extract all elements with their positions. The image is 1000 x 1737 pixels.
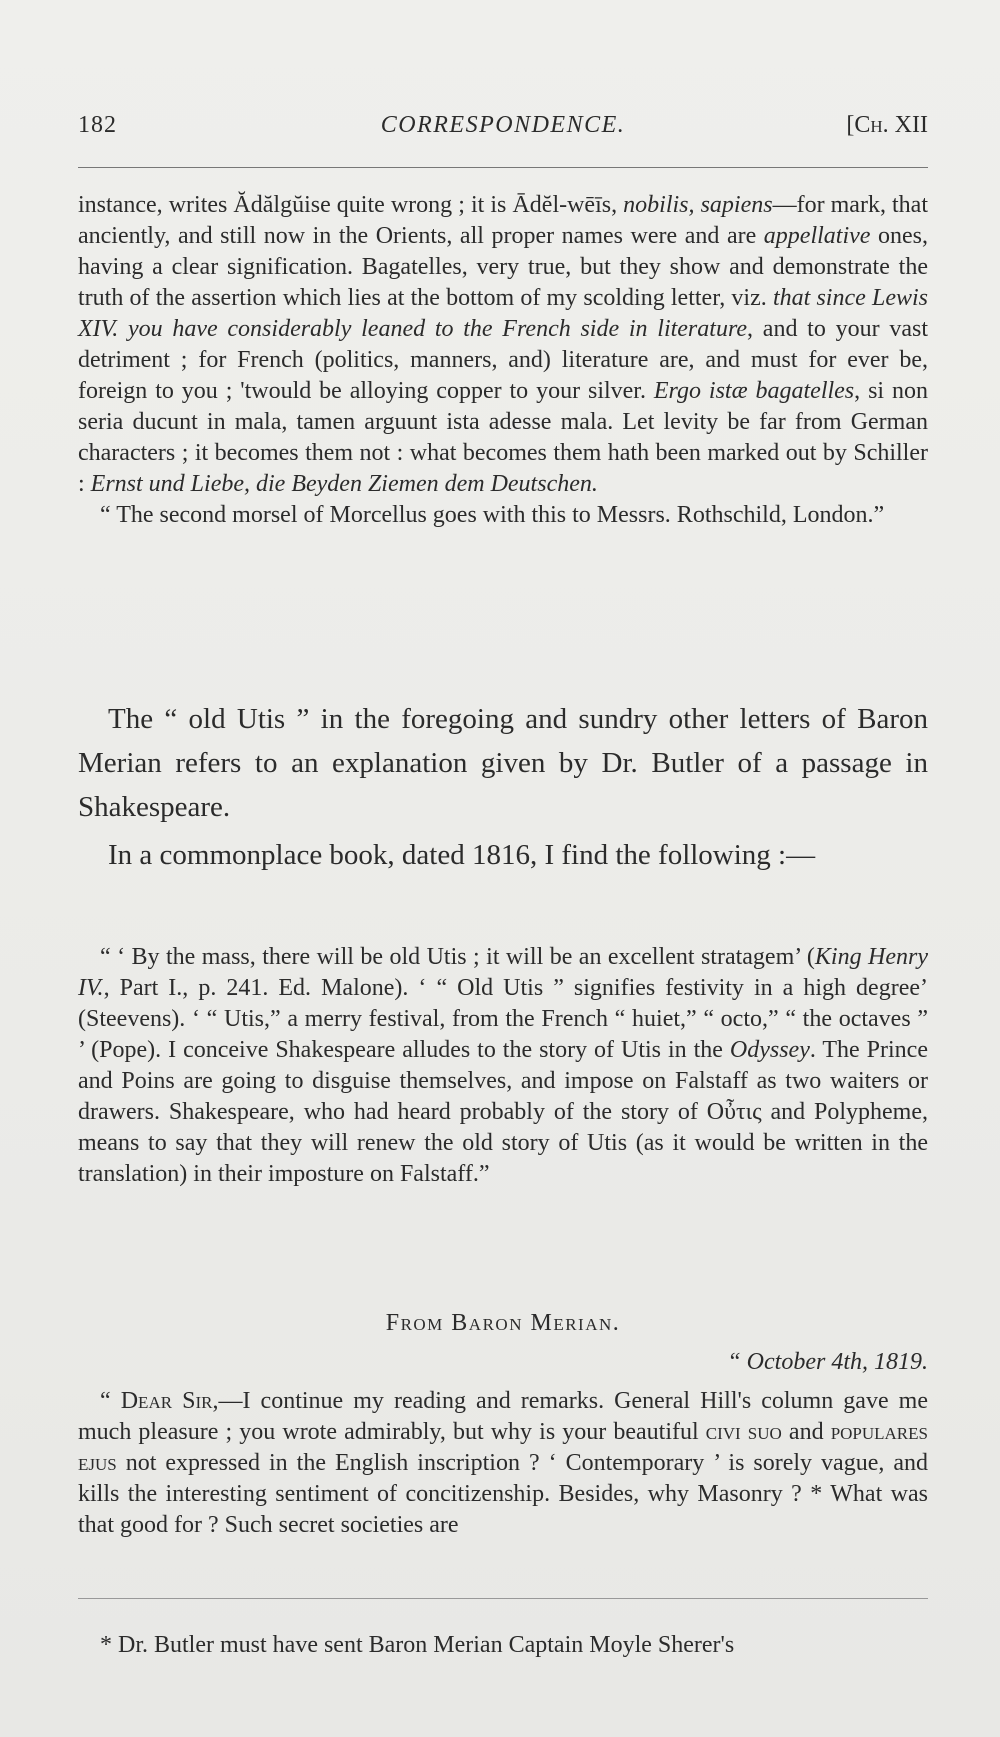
text-run: , and to your vast detriment ; for French (politics, manners, and) literature are, and must for ever be, foreign to you ; 'twould be alloying copper to your silver. [78, 316, 928, 404]
letter-from-merian [78, 1308, 928, 1541]
text-run: , si non seria ducunt in mala, tamen arguunt ista adesse mala. Let levity be far from German characters ; it becomes them not : what becomes them hath been marked out by Schiller : [78, 378, 928, 497]
chapter-label: [Ch. XII [846, 112, 928, 138]
commonplace-quote [78, 942, 928, 1190]
text-run: not expressed in the English inscription ? ‘ Contemporary ’ is sorely vague, and kills the interesting sentiment of concitizenship. Besides, why Masonry ? * What was that good for ? Such secret societies are [78, 1450, 928, 1538]
running-title: CORRESPONDENCE. [380, 112, 626, 138]
running-header [78, 112, 928, 152]
narrative [78, 697, 928, 877]
text-run: “ ‘ By the mass, there will be old Utis ; it will be an excellent stratagem’ ( [100, 944, 815, 970]
page-number: 182 [78, 112, 117, 138]
letter-paragraph [78, 190, 928, 500]
footnote-text: * Dr. Butler must have sent Baron Merian Captain Moyle Sherer's [100, 1632, 735, 1658]
italic-run: King Henry IV. [78, 944, 929, 1001]
text-run: instance, writes Ădălgŭise quite wrong ; it is Ādĕl-wēīs, [78, 192, 624, 218]
italic-run: that since Lewis XIV. you have considerably leaned to the French side in literature [78, 285, 928, 342]
italic-run: nobilis, sapiens [623, 192, 773, 218]
small-caps-run: populares ejus [78, 1419, 928, 1476]
quote-paragraph [78, 942, 928, 1190]
small-caps-run: civi suo [705, 1419, 782, 1445]
text-run: and [781, 1419, 831, 1445]
text-run: —I continue my reading and remarks. General Hill's column gave me much pleasure ; you wrote admirably, but why is your beautiful [78, 1388, 928, 1445]
italic-run: Ernst und Liebe, die Beyden Ziemen dem Deutschen. [90, 471, 598, 497]
letter-body [78, 1386, 928, 1541]
text-run: . The Prince and Poins are going to disguise themselves, and impose on Falstaff as two waiters or drawers. Shakespeare, who had heard probably of the story of Οὖτις and Polypheme, means to say that they will renew the old story of Utis (as it would be written in the translation) in their imposture on Falstaff.” [78, 1037, 928, 1187]
italic-run: Odyssey [729, 1037, 810, 1063]
footnote-rule [78, 1598, 928, 1599]
text-run: —for mark, that anciently, and still now in the Orients, all proper names were and are [78, 192, 928, 249]
narrative-paragraph: The “ old Utis ” in the foregoing and sundry other letters of Baron Merian refers to an explanation given by Dr. Butler of a passage in Shakespeare. [78, 703, 928, 823]
letter-heading: From Baron Merian. [385, 1310, 621, 1336]
italic-run: appellative [763, 223, 871, 249]
italic-run: Ergo istæ bagatelles [653, 378, 855, 404]
footnote [78, 1630, 928, 1661]
salutation: “ Dear Sir, [100, 1388, 219, 1414]
header-rule [78, 167, 928, 168]
text-run: , Part I., p. 241. Ed. Malone). ‘ “ Old Utis ” signifies festivity in a high degree’ (Steevens). ‘ “ Utis,” a merry festival, from the French “ huiet,” “ octo,” “ the octaves ” ’ (Pope). I conceive Shakespeare alludes to the story of Utis in the [78, 975, 928, 1063]
narrative-paragraph: In a commonplace book, dated 1816, I find the following :— [108, 839, 816, 871]
text-run: ones, having a clear signification. Bagatelles, very true, but they show and demonstrate the truth of the assertion which lies at the bottom of my scolding letter, viz. [78, 223, 928, 311]
letter-closing-paragraph: “ The second morsel of Morcellus goes with this to Messrs. Rothschild, London.” [100, 502, 885, 528]
letter-continuation [78, 190, 928, 531]
letter-date: “ October 4th, 1819. [727, 1349, 928, 1375]
